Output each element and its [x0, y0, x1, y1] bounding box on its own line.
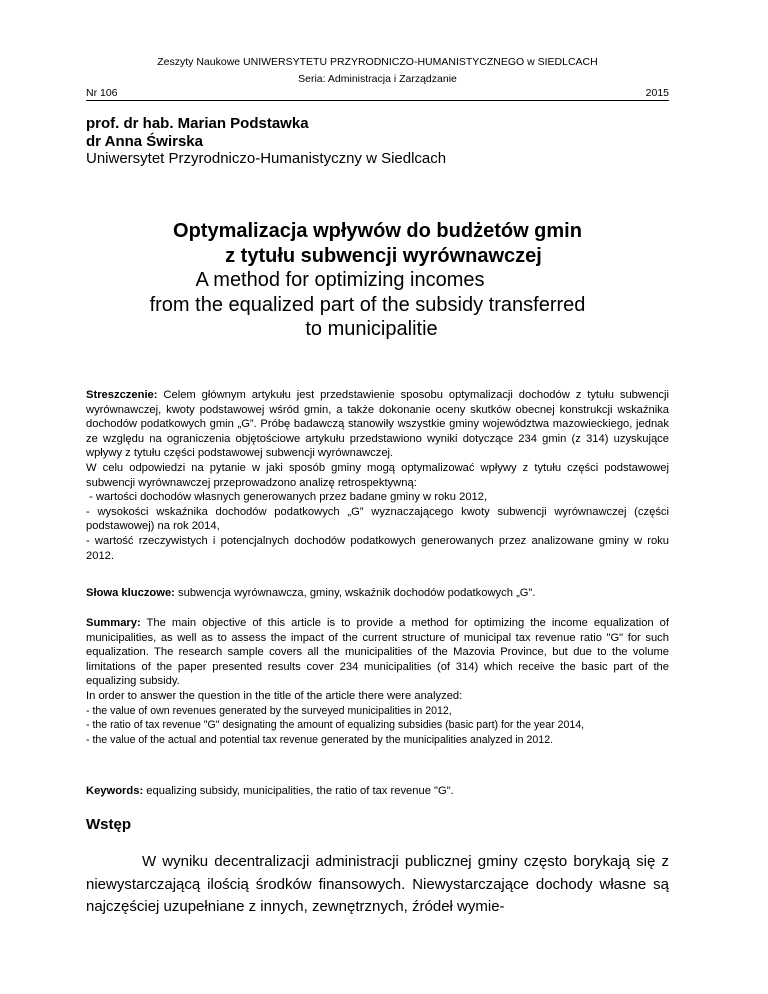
title-en-line-2: from the equalized part of the subsidy transferred — [149, 293, 586, 316]
issue-year: 2015 — [645, 87, 669, 99]
author-block — [86, 115, 446, 168]
abstract-en-paragraph — [86, 616, 669, 689]
title-polish — [86, 219, 669, 268]
intro-paragraph: W wyniku decentralizacji administracji publicznej gminy często borykają się z niewystarczającą ilością środków finansowych. Niewystarczające dochody własne są najczęściej uzupełniane z innych, zewnętrznych, źródeł wymie- — [86, 853, 669, 916]
journal-series: Seria: Administracja i Zarządzanie — [298, 73, 457, 85]
title-pl-line-1: Optymalizacja wpływów do budżetów gmin — [173, 220, 582, 242]
abstract-en-item-2: - the ratio of tax revenue "G" designating the amount of equalizing subsidies (basic part) for the year 2014, — [86, 719, 585, 732]
abstract-en-item-3: - the value of the actual and potential tax revenue generated by the municipalities analyzed in 2012. — [86, 733, 554, 746]
abstract-polish — [86, 388, 669, 563]
abstract-pl-text: Celem głównym artykułu jest przedstawienie sposobu optymalizacji dochodów z tytułu subwencji wyrównawczej, kwoty podstawowej wśród gmin, a także dokonanie oceny skutków obecnej konstrukcji wskaźnika dochodów podatkowych gmin „G”. Próbę badawczą stanowiły wszystkie gminy województwa mazowieckiego, jednak ze względu na ograniczenia objętościowe artykułu przedstawiono wyniki dotyczące 234 gmin (z 314) uzyskujące wpływy z tytułu części podstawowej subwencji wyrównawczej. — [86, 389, 669, 460]
author-2: dr Anna Świrska — [86, 132, 203, 150]
abstract-en-list — [86, 704, 669, 748]
abstract-en-item-1: - the value of own revenues generated by the surveyed municipalities in 2012, — [86, 704, 452, 717]
abstract-pl-question: W celu odpowiedzi na pytanie w jaki sposób gminy mogą optymalizować wpływy z tytułu części podstawowej subwencji wyrównawczej przeprowadzono analizę retrospektywną: — [86, 461, 669, 489]
abstract-pl-item-2: - wysokości wskaźnika dochodów podatkowych „G” wyznaczającego kwoty subwencji wyrównawczej (części podstawowej) na rok 2014, — [86, 505, 669, 533]
affiliation: Uniwersytet Przyrodniczo-Humanistyczny w Siedlcach — [86, 150, 447, 167]
abstract-english — [86, 616, 669, 747]
keywords-en-text: equalizing subsidy, municipalities, the ratio of tax revenue "G". — [143, 785, 454, 797]
title-english — [86, 268, 669, 342]
abstract-en-label: Summary: — [86, 617, 141, 629]
abstract-pl-paragraph — [86, 388, 669, 461]
abstract-pl-item-1: - wartości dochodów własnych generowanych przez badane gminy w roku 2012, — [86, 491, 488, 504]
abstract-en-text: The main objective of this article is to provide a method for optimizing the income equalization of municipalities, as well as to assess the impact of the current structure of municipal tax revenue ratio "G" for such equalization. The research sample covers all the municipalities of the Mazovia Province, but due to the volume limitations of the paper presented results cover 234 municipalities (of 314) which receive the basic part of the equalizing subsidy. — [86, 617, 669, 688]
keywords-en-label: Keywords: — [86, 785, 144, 797]
title-block — [86, 219, 669, 342]
keywords-pl-text: subwencja wyrównawcza, gminy, wskaźnik dochodów podatkowych „G”. — [174, 587, 536, 599]
title-pl-line-2: z tytułu subwencji wyrównawczej — [225, 244, 542, 267]
abstract-en-question: In order to answer the question in the title of the article there were analyzed: — [86, 689, 463, 702]
journal-name: Zeszyty Naukowe UNIWERSYTETU PRZYRODNICZO-HUMANISTYCZNEGO w SIEDLCACH — [157, 56, 598, 68]
keywords-pl-label: Słowa kluczowe: — [86, 587, 175, 599]
keywords-polish — [86, 586, 669, 601]
keywords-english — [86, 784, 669, 799]
abstract-pl-label: Streszczenie: — [86, 389, 158, 401]
abstract-pl-item-3: - wartość rzeczywistych i potencjalnych dochodów podatkowych generowanych przez analizowane gminy w roku 2012. — [86, 534, 669, 562]
header-divider — [86, 100, 669, 101]
author-1: prof. dr hab. Marian Podstawka — [86, 115, 309, 132]
title-en-line-3: to municipalitie — [305, 318, 438, 340]
page-header — [86, 0, 669, 101]
issue-number: Nr 106 — [86, 87, 118, 99]
title-en-line-1: A method for optimizing incomes — [195, 269, 485, 291]
section-heading: Wstęp — [86, 816, 131, 833]
body-text — [86, 851, 669, 919]
